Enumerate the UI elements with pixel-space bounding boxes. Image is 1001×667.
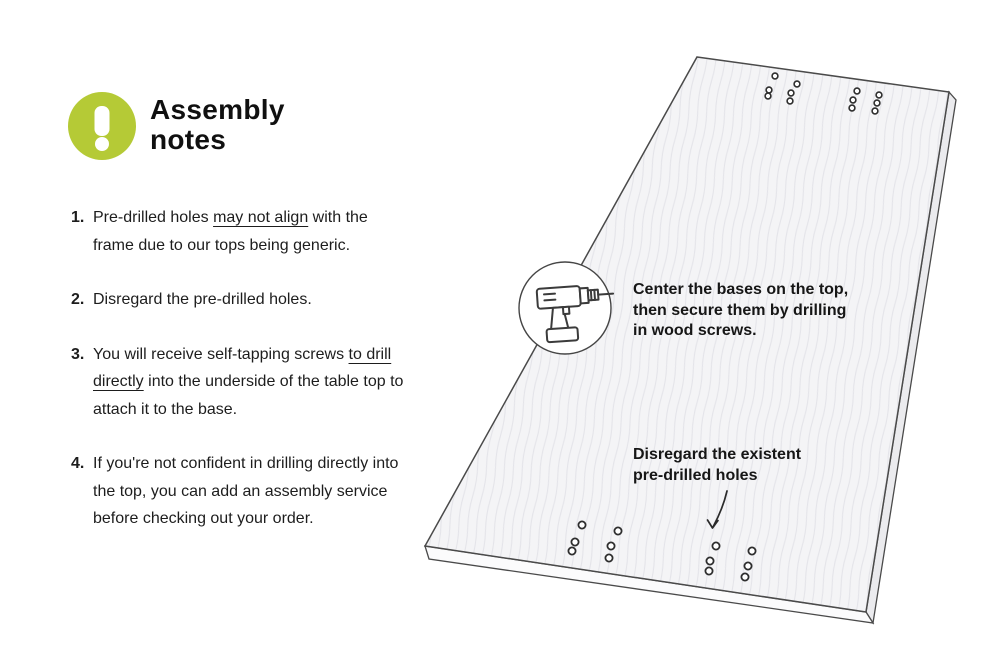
note-number: 2.: [71, 291, 85, 308]
callout-line: pre-drilled holes: [633, 466, 758, 484]
callout-drill-tip: [633, 280, 848, 342]
note-number: 4.: [71, 455, 85, 472]
note-text-pre: Pre-drilled holes: [93, 209, 214, 226]
note-number: 3.: [71, 345, 85, 363]
note-text-post: with the frame due to our tops being generic.: [93, 209, 368, 254]
note-text-pre: You will receive self-tapping screws: [93, 345, 349, 363]
callout-disregard-holes: [633, 445, 801, 486]
callout-line: Disregard the existent: [633, 446, 802, 463]
note-text-underlined: may not align: [213, 209, 309, 226]
note-text-pre: Disregard the pre-drilled holes.: [93, 291, 312, 308]
callout-line: in wood screws.: [633, 322, 757, 339]
note-text-post: into the underside of the table top to attach it to the base.: [93, 373, 404, 418]
page-title-line2: notes: [150, 123, 227, 155]
page-title-line1: Assembly: [150, 94, 285, 125]
callout-line: Center the bases on the top,: [633, 281, 849, 298]
callout-line: then secure them by drilling: [633, 301, 847, 319]
note-number: 1.: [71, 209, 85, 226]
note-text-underlined: to drill directly: [93, 345, 392, 390]
note-text-pre: If you're not confident in drilling directly into the top, you can add an assembly service before checking out your order.: [93, 455, 399, 527]
